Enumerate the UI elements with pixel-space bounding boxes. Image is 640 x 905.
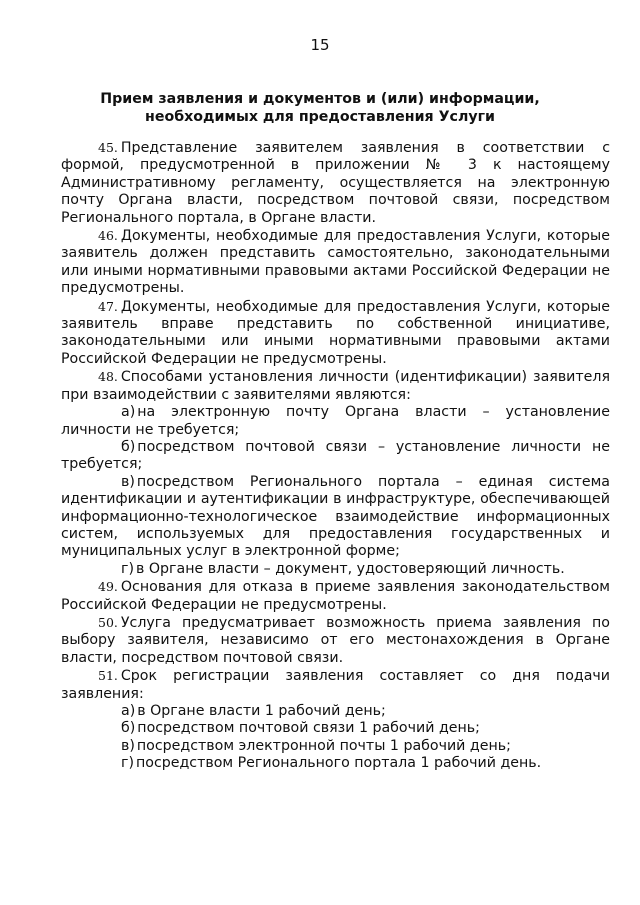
paragraph-47 (61, 298, 610, 369)
paragraph-48 (61, 368, 610, 404)
paragraph-51 (61, 667, 610, 703)
paragraph-text: Документы, необходимые для предоставления Услуги, которые заявитель должен представить самостоятельно, законодательными или иными нормативными правовыми актами Российской Федерации не предусмотрены. (61, 228, 610, 297)
paragraph-text: Основания для отказа в приеме заявления законодательством Российской Федерации не предусмотрены. (61, 579, 610, 613)
paragraph-50 (61, 614, 610, 667)
paragraph-text: Срок регистрации заявления составляет со дня подачи заявления: (61, 668, 610, 702)
list-item-text: на электронную почту Органа власти – установление личности не требуется; (61, 404, 610, 438)
paragraph-number: 47. (98, 298, 118, 314)
list-item (61, 404, 610, 439)
list-item-label: в) (121, 737, 135, 754)
list-item (61, 703, 610, 720)
list-item-text: посредством почтовой связи 1 рабочий день; (137, 720, 480, 737)
section-heading (60, 91, 580, 126)
list-item-text: в Органе власти 1 рабочий день; (137, 703, 386, 719)
list-item (61, 738, 610, 755)
list-item (61, 755, 610, 772)
paragraph-number: 46. (98, 228, 118, 244)
list-item-text: посредством Регионального портала – единая система идентификации и аутентификации в инфраструктуре, обеспечивающей информационно-технологическое взаимодействие информационных систем, используемых для предоставления государственных и муниципальных услуг в электронной форме; (61, 473, 610, 560)
list-item-text: посредством Регионального портала 1 рабочий день. (136, 755, 542, 772)
list-item (61, 561, 610, 578)
paragraph-number: 50. (98, 614, 118, 630)
paragraph-text: Документы, необходимые для предоставления Услуги, которые заявитель вправе представить по собственной инициативе, законодательными или иными нормативными правовыми актами Российской Федерации не предусмотрены. (61, 298, 610, 367)
list-item-text: посредством электронной почты 1 рабочий день; (136, 737, 511, 754)
paragraph-number: 45. (98, 140, 118, 155)
list-item-label: в) (121, 473, 135, 490)
page-number: 15 (310, 36, 330, 54)
paragraph-number: 49. (98, 579, 118, 595)
list-item-text: в Органе власти – документ, удостоверяющий личность. (136, 560, 565, 577)
paragraph-text: Представление заявителем заявления в соответствии с формой, предусмотренной в приложении № 3 к настоящему Административному регламенту, осуществляется на электронную почту Органа власти, посредством почтовой связи, посредством Регионального портала, в Органе власти. (61, 140, 610, 226)
list-item-label: а) (121, 703, 136, 719)
paragraph-text: Услуга предусматривает возможность приема заявления по выбору заявителя, независимо от его местонахождения в Органе власти, посредством почтовой связи. (61, 614, 610, 666)
heading-line-2: необходимых для предоставления Услуги (145, 108, 495, 125)
list-item-label: б) (121, 438, 136, 455)
list-item-label: г) (121, 755, 134, 772)
list-item (61, 720, 610, 737)
heading-line-1: Прием заявления и документов и (или) информации, (100, 91, 540, 107)
list-item-label: а) (121, 404, 136, 421)
paragraph-46 (61, 227, 610, 298)
list-item-label: б) (121, 720, 136, 737)
list-item (61, 439, 610, 474)
paragraph-45 (61, 139, 610, 227)
list-item-text: посредством почтовой связи – установление личности не требуется; (61, 438, 610, 473)
paragraph-number: 51. (98, 668, 118, 684)
paragraph-text: Способами установления личности (идентификации) заявителя при взаимодействии с заявителями являются: (61, 369, 610, 403)
paragraph-number: 48. (98, 369, 118, 385)
document-body (61, 139, 610, 773)
list-item (61, 474, 610, 561)
list-item-label: г) (121, 560, 134, 577)
paragraph-49 (61, 578, 610, 614)
